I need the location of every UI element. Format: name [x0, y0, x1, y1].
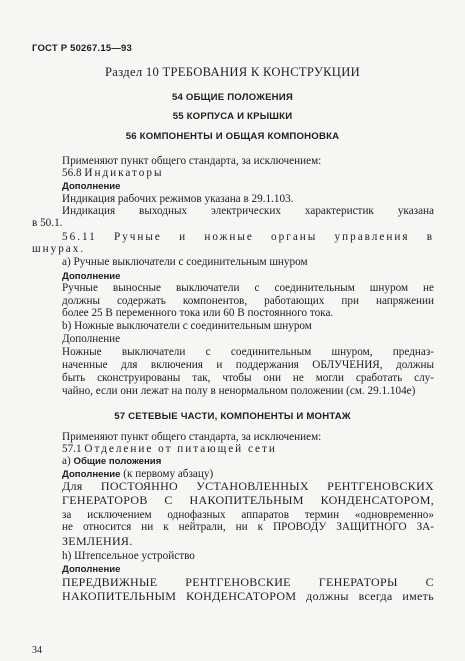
paragraph-line: Ручные выносные выключатели с соединительным шнуром не: [62, 282, 434, 294]
addition-label: Дополнение: [62, 564, 121, 575]
paragraph-line: Применяют пункт общего стандарта, за исключением:: [62, 155, 322, 167]
paragraph-line: Для ПОСТОЯННО УСТАНОВЛЕННЫХ РЕНТГЕНОВСКИХ: [62, 479, 434, 493]
paragraph-line: не относится ни к нейтрали, ни к ПРОВОДУ ЗАЩИТНОГО ЗА-: [62, 521, 434, 533]
paragraph-line: должны содержать компонентов, работающих при напряжении: [62, 295, 434, 307]
page-header: ГОСТ Р 50267.15—93: [32, 43, 132, 54]
paragraph-line: Ножные выключатели с соединительным шнуром, предназ-: [62, 346, 434, 358]
addition-label: Дополнение: [62, 181, 121, 192]
clause-56-8: 56.8 Индикаторы: [62, 167, 164, 179]
paragraph-line: чайно, если они лежат на полу в ненормальном положении (см. 29.1.104е): [62, 385, 416, 397]
paragraph-line: шнурах.: [32, 243, 86, 255]
item-a: а) Общие положения: [62, 455, 162, 467]
addition-label: Дополнение (к первому абзацу): [62, 468, 214, 480]
paragraph-line: ЗЕМЛЕНИЯ.: [62, 534, 133, 548]
addition-label: Дополнение: [62, 271, 121, 282]
paragraph-line: быть сконструированы так, чтобы они не могли сработать слу-: [62, 372, 434, 384]
paragraph-line: за исключением однофазных аппаратов термин «одновременно»: [62, 509, 434, 521]
paragraph-line: наченные для включения и поддержания ОБЛУЧЕНИЯ, должны: [62, 359, 434, 371]
paragraph-line: Индикация рабочих режимов указана в 29.1.103.: [62, 193, 294, 205]
page-number: 34: [32, 645, 42, 656]
heading-57: 57 СЕТЕВЫЕ ЧАСТИ, КОМПОНЕНТЫ И МОНТАЖ: [114, 411, 351, 422]
item-a: а) Ручные выключатели с соединительным шнуром: [62, 256, 308, 268]
heading-54: 54 ОБЩИЕ ПОЛОЖЕНИЯ: [171, 92, 293, 103]
clause-57-1: 57.1 Отделение от питающей сети: [62, 443, 277, 455]
clause-56-11: 56.11 Ручные и ножные органы управления в: [62, 231, 434, 243]
paragraph-line: ГЕНЕРАТОРОВ С НАКОПИТЕЛЬНЫМ КОНДЕНСАТОРОМ,: [62, 493, 434, 507]
paragraph-line: Индикация выходных электрических характеристик указана: [62, 205, 434, 217]
paragraph-line: более 25 В переменного тока или 60 В постоянного тока.: [62, 307, 334, 319]
section-title: Раздел 10 ТРЕБОВАНИЯ К КОНСТРУКЦИИ: [105, 65, 360, 79]
heading-55: 55 КОРПУСА И КРЫШКИ: [172, 111, 293, 122]
paragraph-line: ПЕРЕДВИЖНЫЕ РЕНТГЕНОВСКИЕ ГЕНЕРАТОРЫ С: [62, 575, 434, 589]
paragraph-line: Применяют пункт общего стандарта, за исключением:: [62, 431, 322, 443]
addition-label: Дополнение: [62, 333, 121, 345]
paragraph-line: НАКОПИТЕЛЬНЫМ КОНДЕНСАТОРОМ должны всегда иметь: [62, 589, 434, 603]
paragraph-line: в 50.1.: [32, 217, 63, 229]
heading-56: 56 КОМПОНЕНТЫ И ОБЩАЯ КОМПОНОВКА: [125, 131, 340, 142]
item-b: b) Ножные выключатели с соединительным шнуром: [62, 320, 312, 332]
item-h: h) Штепсельное устройство: [62, 550, 195, 562]
